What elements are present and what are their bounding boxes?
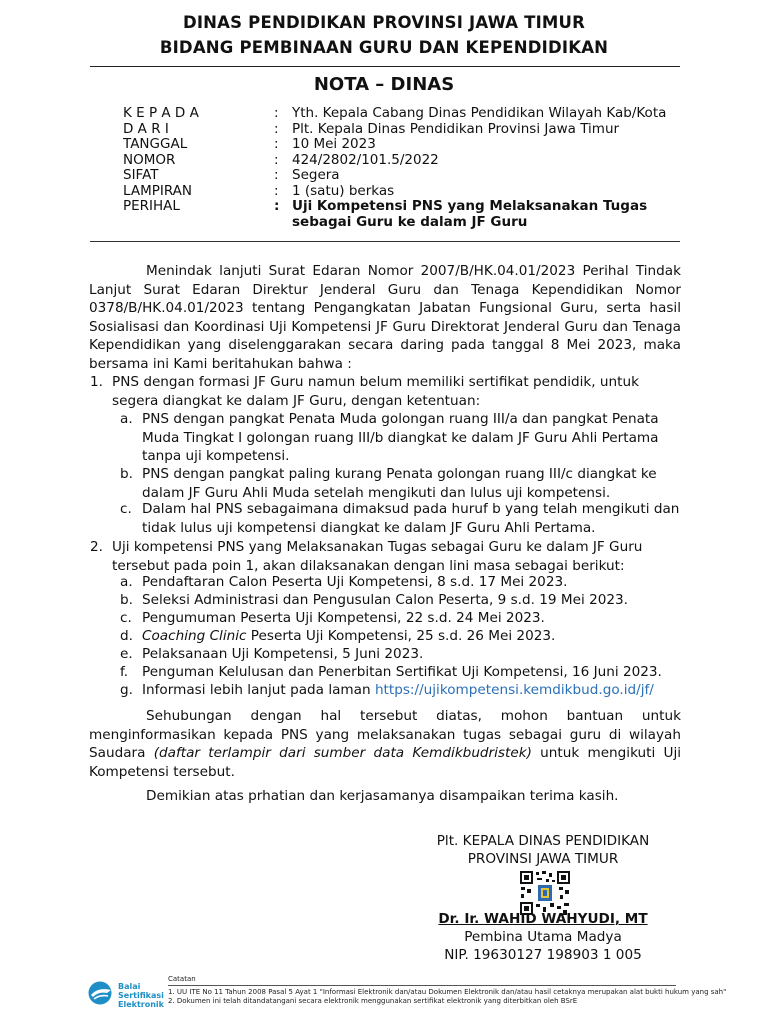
list-marker: f. [120,664,129,680]
bsre-line-3: Elektronik [118,1000,164,1009]
list-marker: g. [120,682,133,698]
intro-paragraph: Menindak lanjuti Surat Edaran Nomor 2007/B/HK.04.01/2023 Perihal Tindak Lanjut Surat Edaran Direktur Jenderal Guru dan Tenaga Kependidikan Nomor 0378/B/HK.04.01/2023 tentang Pengangkatan Jabatan Fungsional Guru, serta hasil Sosialisasi dan Koordinasi Uji Kompetensi JF Guru Direktorat Jenderal Guru dan Tenaga Kependidikan yang diselenggarakan secara daring pada tanggal 8 Mei 2023, maka bersama ini Kami beritahukan bahwa : [89,263,681,372]
bsre-logo-icon [86,980,116,1006]
header-line-2: BIDANG PEMBINAAN GURU DAN KEPENDIDIKAN [159,38,609,57]
meta-colon: : [274,151,279,168]
point-2-text: Uji kompetensi PNS yang Melaksanakan Tugas sebagai Guru ke dalam JF Guru tersebut pada poin 1, akan dilaksanakan dengan lini masa sebagai berikut: [112,539,643,574]
point-2c [120,609,682,628]
list-item-text: Informasi lebih lanjut pada laman [142,682,375,698]
point-1c [120,500,682,537]
closing-italic-note: (daftar terlampir dari sumber data Kemdikbudristek) [153,745,532,762]
bsre-logo-text [118,982,164,1009]
meta-label: PERIHAL [123,198,180,214]
meta-colon: : [274,120,279,137]
meta-label: D A R I [123,120,169,137]
list-marker: a. [120,411,133,427]
footer-note-1: 1. UU ITE No 11 Tahun 2008 Pasal 5 Ayat 1 "Informasi Elektronik dan/atau Dokumen Elektronik dan/atau hasil cetaknya merupakan alat bukti hukum yang sah" [168,988,727,996]
point-1 [90,373,682,410]
point-2b [120,591,682,610]
meta-label: TANGGAL [123,136,188,152]
point-2a [120,573,682,592]
list-item-text: Penguman Kelulusan dan Penerbitan Sertifikat Uji Kompetensi, 16 Juni 2023. [142,664,662,680]
list-marker: e. [120,646,133,662]
list-marker: c. [120,501,132,517]
point-2e [120,645,682,664]
point-1b [120,465,682,502]
thanks-paragraph: Demikian atas prhatian dan kerjasamanya disampaikan terima kasih. [146,788,619,804]
meta-label: K E P A D A [123,105,199,121]
coaching-clinic-italic: Coaching Clinic [142,628,247,644]
meta-value: 424/2802/101.5/2022 [292,151,439,168]
meta-value: Segera [292,167,340,183]
closing-text-b: untuk mengikuti Uji Kompetensi tersebut. [89,745,682,780]
signature-position-1: Plt. KEPALA DINAS PENDIDIKAN [436,833,650,849]
meta-colon: : [274,167,279,183]
point-2 [90,538,682,575]
bsre-line-2: Sertifikasi [118,991,164,1000]
meta-label: NOMOR [123,151,176,168]
footer-note-2: 2. Dokumen ini telah ditandatangani secara elektronik menggunakan sertifikat elektronik yang diterbitkan oleh BSrE [168,997,578,1005]
closing-text-a: Sehubungan dengan hal tersebut diatas, mohon bantuan untuk menginformasikan kepada PNS yang melaksanakan tugas sebagai guru di wilayah Saudara [89,708,681,762]
meta-value: 10 Mei 2023 [292,136,376,152]
list-item-text: Pelaksanaan Uji Kompetensi, 5 Juni 2023. [142,646,424,662]
point-1a [120,410,682,466]
point-2f [120,663,682,682]
meta-label: SIFAT [123,167,159,183]
meta-value: Plt. Kepala Dinas Pendidikan Provinsi Jawa Timur [292,120,620,137]
point-2d [120,627,682,646]
list-marker: c. [120,610,132,626]
ujikompetensi-link[interactable]: https://ujikompetensi.kemdikbud.go.id/jf/ [374,682,654,698]
footer-catatan: Catatan [168,975,196,983]
signatory-name: Dr. Ir. WAHID WAHYUDI, MT [438,911,648,927]
list-item-text: Peserta Uji Kompetensi, 25 s.d. 26 Mei 2023. [246,628,556,644]
point-1-text: PNS dengan formasi JF Guru namun belum memiliki sertifikat pendidik, untuk segera diangkat ke dalam JF Guru, dengan ketentuan: [112,374,639,409]
point-2g [120,681,682,700]
signatory-nip: NIP. 19630127 198903 1 005 [444,947,642,963]
meta-value: Yth. Kepala Cabang Dinas Pendidikan Wilayah Kab/Kota [292,105,667,121]
bsre-line-1: Balai [118,982,141,991]
footer-rule [168,985,676,986]
closing-paragraph [89,707,681,781]
meta-colon: : [274,182,279,199]
list-marker: b. [120,592,133,608]
list-marker: a. [120,574,133,590]
list-item-text: Dalam hal PNS sebagaimana dimaksud pada huruf b yang telah mengikuti dan tidak lulus uji kompetensi diangkat ke dalam JF Guru Ahli Pertama. [142,501,680,536]
header-line-1: DINAS PENDIDIKAN PROVINSI JAWA TIMUR [182,13,586,32]
list-item-text: Pendaftaran Calon Peserta Uji Kompetensi, 8 s.d. 17 Mei 2023. [142,574,568,590]
meta-colon: : [274,105,279,121]
list-item-text: PNS dengan pangkat paling kurang Penata golongan ruang III/c diangkat ke dalam JF Guru Ahli Muda setelah mengikuti dan lulus uji kompetensi. [142,466,657,501]
list-marker: 1. [90,374,103,390]
meta-value: 1 (satu) berkas [292,182,395,199]
document-title: NOTA – DINAS [313,74,455,95]
list-marker: b. [120,466,133,482]
signature-position-2: PROVINSI JAWA TIMUR [467,851,619,867]
meta-value: Uji Kompetensi PNS yang Melaksanakan Tugas [292,198,648,214]
list-item-text: Pengumuman Peserta Uji Kompetensi, 22 s.d. 24 Mei 2023. [142,610,545,626]
list-marker: 2. [90,539,103,555]
meta-colon: : [274,136,279,152]
meta-label: LAMPIRAN [123,182,193,199]
signatory-rank: Pembina Utama Madya [464,929,622,945]
meta-value: sebagai Guru ke dalam JF Guru [292,213,528,230]
meta-colon: : [274,198,280,214]
list-marker: d. [120,628,133,644]
list-item-text: Seleksi Administrasi dan Pengusulan Calon Peserta, 9 s.d. 19 Mei 2023. [142,592,629,608]
list-item-text: PNS dengan pangkat Penata Muda golongan ruang III/a dan pangkat Penata Muda Tingkat I golongan ruang III/b diangkat ke dalam JF Guru Ahli Pertama tanpa uji kompetensi. [142,411,659,465]
